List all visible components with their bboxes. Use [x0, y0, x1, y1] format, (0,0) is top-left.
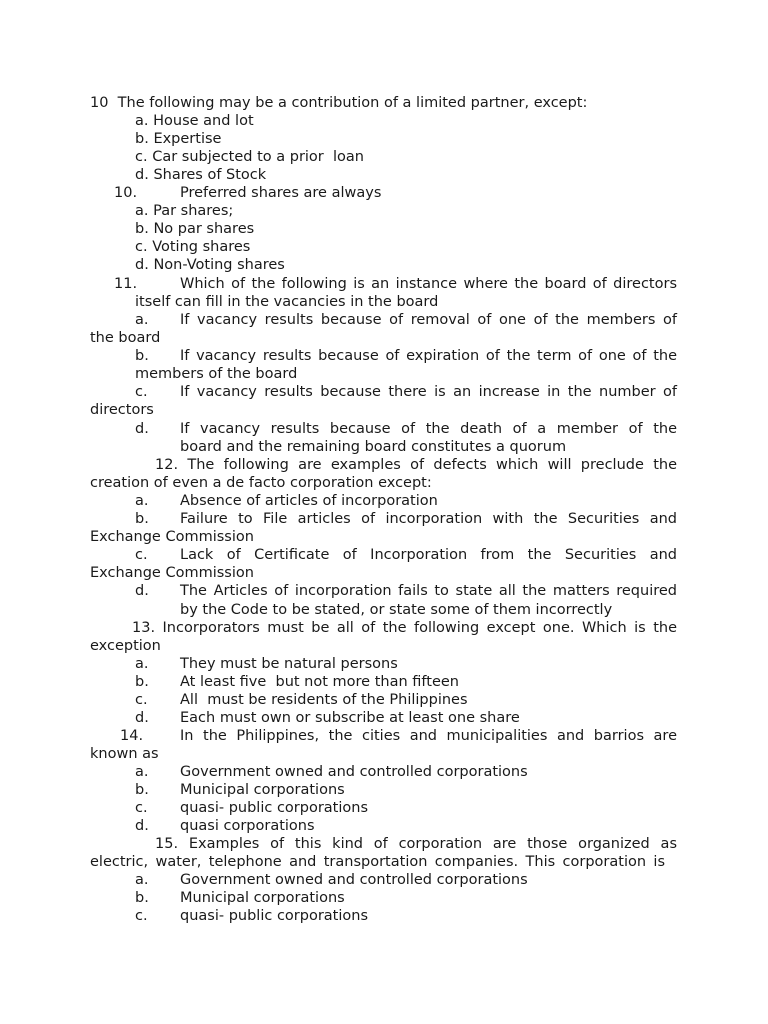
- option-label: c.: [135, 149, 148, 165]
- option-b-text-cont: Exchange Commission: [90, 529, 254, 545]
- option-c-label: c.: [135, 547, 148, 563]
- option-b-text: Municipal corporations: [180, 782, 345, 798]
- option-text: Expertise: [153, 131, 222, 147]
- option-c-text: If vacancy results because there is an increase in the number of: [180, 384, 677, 400]
- option-b-text: Failure to File articles of incorporation with the Securities and: [180, 511, 677, 527]
- option-c-text: Lack of Certificate of Incorporation from the Securities and: [180, 547, 677, 563]
- option-c-text: quasi- public corporations: [180, 908, 368, 924]
- option-a-label: a.: [135, 493, 149, 509]
- option-c-label: c.: [135, 800, 148, 816]
- option-a-label: a.: [135, 764, 149, 780]
- option-b-label: b.: [135, 890, 149, 906]
- option-d-label: d.: [135, 583, 149, 599]
- option-c-text: quasi- public corporations: [180, 800, 368, 816]
- option-a-text: Absence of articles of incorporation: [180, 493, 438, 509]
- question-12-stem-line2: creation of even a de facto corporation except:: [90, 475, 432, 491]
- option-c-label: c.: [135, 384, 148, 400]
- question-13-stem-line1: 13. Incorporators must be all of the following except one. Which is the: [132, 620, 677, 636]
- option-a-text: Government owned and controlled corporations: [180, 764, 528, 780]
- option-d-text: If vacancy results because of the death of a member of the: [180, 421, 677, 437]
- option-b-text: If vacancy results because of expiration of the term of one of the: [180, 348, 677, 364]
- option-c-text-cont: Exchange Commission: [90, 565, 254, 581]
- option-d: d. Non-Voting shares: [135, 257, 285, 273]
- option-b: b. No par shares: [135, 221, 255, 237]
- option-d-text: The Articles of incorporation fails to state all the matters required: [180, 583, 677, 599]
- option-d: [135, 166, 266, 184]
- option-b-label: b.: [135, 511, 149, 527]
- option-label: d.: [135, 167, 149, 183]
- option-c-label: c.: [135, 692, 148, 708]
- question-11-stem-line1: Which of the following is an instance where the board of directors: [180, 276, 677, 292]
- option-a-text: They must be natural persons: [180, 656, 398, 672]
- question-10b-stem: Preferred shares are always: [180, 185, 382, 201]
- option-d-text-cont: board and the remaining board constitutes a quorum: [180, 439, 567, 455]
- option-label: b.: [135, 131, 149, 147]
- option-a-text: Government owned and controlled corporations: [180, 872, 528, 888]
- option-text: Car subjected to a prior loan: [152, 149, 364, 165]
- option-a-text-cont: the board: [90, 330, 161, 346]
- option-b-label: b.: [135, 348, 149, 364]
- question-11-number: 11.: [114, 276, 138, 292]
- option-a-label: a.: [135, 312, 149, 328]
- option-c: [135, 148, 364, 166]
- option-a: a. Par shares;: [135, 203, 234, 219]
- question-10a-stem: [90, 94, 587, 112]
- option-text: House and lot: [153, 113, 254, 129]
- question-14-number: 14.: [120, 728, 144, 744]
- question-number: 10: [90, 95, 109, 111]
- option-c-label: c.: [135, 908, 148, 924]
- option-c-text: All must be residents of the Philippines: [180, 692, 468, 708]
- option-b-label: b.: [135, 674, 149, 690]
- option-a: [135, 112, 254, 130]
- option-a-label: a.: [135, 656, 149, 672]
- question-10b-number: 10.: [114, 185, 138, 201]
- option-b: [135, 130, 221, 148]
- option-b-label: b.: [135, 782, 149, 798]
- option-d-label: d.: [135, 421, 149, 437]
- option-d-label: d.: [135, 818, 149, 834]
- question-stem: The following may be a contribution of a limited partner, except:: [117, 95, 588, 111]
- option-a-text: If vacancy results because of removal of one of the members of: [180, 312, 677, 328]
- option-a-label: a.: [135, 872, 149, 888]
- question-13-stem-line2: exception: [90, 638, 161, 654]
- question-14-stem-line2: known as: [90, 746, 159, 762]
- option-d-text: Each must own or subscribe at least one share: [180, 710, 520, 726]
- option-label: a.: [135, 113, 149, 129]
- option-d-text-cont: by the Code to be stated, or state some of them incorrectly: [180, 602, 613, 618]
- question-15-stem-line1: 15. Examples of this kind of corporation are those organized as: [155, 836, 677, 852]
- option-b-text-cont: members of the board: [135, 366, 298, 382]
- question-12-stem-line1: 12. The following are examples of defects which will preclude the: [155, 457, 677, 473]
- option-d-text: quasi corporations: [180, 818, 315, 834]
- option-d-label: d.: [135, 710, 149, 726]
- option-c: c. Voting shares: [135, 239, 251, 255]
- option-c-text-cont: directors: [90, 402, 154, 418]
- option-b-text: Municipal corporations: [180, 890, 345, 906]
- question-11-stem-line2: itself can fill in the vacancies in the board: [135, 294, 439, 310]
- question-14-stem-line1: In the Philippines, the cities and municipalities and barrios are: [180, 728, 677, 744]
- option-b-text: At least five but not more than fifteen: [180, 674, 459, 690]
- question-15-stem-line2: electric, water, telephone and transportation companies. This corporation is: [90, 854, 665, 870]
- option-text: Shares of Stock: [153, 167, 267, 183]
